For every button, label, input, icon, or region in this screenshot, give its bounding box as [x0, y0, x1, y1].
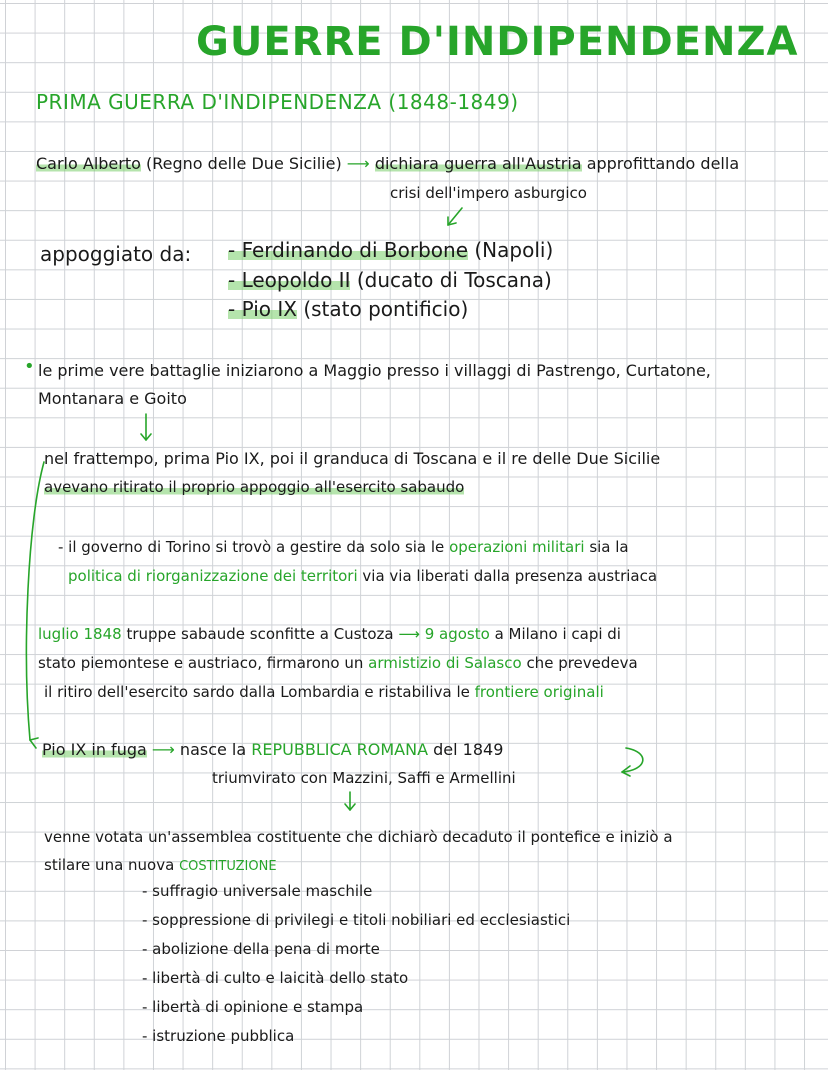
agosto-date: 9 agosto [424, 625, 490, 643]
support-item-name: - Ferdinando di Borbone [228, 238, 469, 262]
bracket-arrow-icon [26, 462, 44, 740]
torino-post: via via liberati dalla presenza austriaca [362, 567, 658, 585]
support-item-detail: (Napoli) [474, 238, 554, 262]
battles-line2: Montanara e Goito [38, 389, 187, 408]
costituzione-item: - suffragio universale maschile [142, 882, 373, 900]
repubblica-romana: REPUBBLICA ROMANA [251, 740, 429, 759]
meanwhile-text: avevano ritirato il proprio appoggio all'esercito sabaudo [44, 478, 465, 496]
costituzione-item: - libertà di culto e laicità dello stato [142, 969, 409, 987]
costituzione: COSTITUZIONE [179, 859, 277, 874]
luglio-line2a: stato piemontese e austriaco, firmarono un [38, 654, 364, 672]
luglio-line2b: che prevedeva [526, 654, 638, 672]
bullet-icon: • [24, 356, 35, 377]
costituzione-item: - soppressione di privilegi e titoli nobiliari ed ecclesiastici [142, 911, 571, 929]
dichiara-guerra: dichiara guerra all'Austria [374, 154, 582, 173]
battles-line1: le prime vere battaglie iniziarono a Maggio presso i villaggi di Pastrengo, Curtatone, [38, 361, 711, 380]
curved-arrow-icon [622, 748, 643, 772]
support-item-name: - Pio IX [228, 297, 297, 321]
crisi-line: crisi dell'impero asburgico [390, 184, 587, 202]
arrow-icon: ⟶ [151, 740, 175, 759]
luglio-text1: truppe sabaude sconfitte a Custoza [126, 625, 394, 643]
luglio-date: luglio 1848 [38, 625, 122, 643]
regno-note: (Regno delle Due Sicilie) [146, 154, 342, 173]
torino-pre: - il governo di Torino si trovò a gestire da solo sia le [58, 538, 445, 556]
support-item-name: - Leopoldo II [228, 268, 351, 292]
arrowhead-icon [30, 738, 38, 748]
page-title: GUERRE D'INDIPENDENZA [196, 19, 799, 65]
luglio-line3-text: il ritiro dell'esercito sardo dalla Lombardia e ristabiliva le [44, 683, 470, 701]
assemblea-line2-text: stilare una nuova [44, 856, 175, 874]
support-item-detail: (ducato di Toscana) [356, 268, 552, 292]
pio-del: del 1849 [433, 740, 504, 759]
arrow-icon: ⟶ [398, 625, 420, 643]
meanwhile-line1: nel frattempo, prima Pio IX, poi il granduca di Toscana e il re delle Due Sicilie [44, 449, 661, 468]
support-label: appoggiato da: [40, 242, 192, 266]
assemblea-line1: venne votata un'assemblea costituente che dichiarò decaduto il pontefice e iniziò a [44, 828, 673, 846]
section-subtitle: PRIMA GUERRA D'INDIPENDENZA (1848-1849) [36, 90, 519, 114]
operazioni-militari: operazioni militari [449, 538, 585, 556]
triumvirato-line: triumvirato con Mazzini, Saffi e Armellini [212, 769, 516, 787]
luglio-text2: a Milano i capi di [494, 625, 621, 643]
torino-sia: sia la [589, 538, 629, 556]
pio-nasce: nasce la [179, 740, 247, 759]
pio-fuga: Pio IX in fuga [42, 740, 147, 759]
support-item-detail: (stato pontificio) [303, 297, 469, 321]
approfittando: approfittando della [586, 154, 740, 173]
arrow-icon: ⟶ [346, 154, 370, 173]
costituzione-item: - abolizione della pena di morte [142, 940, 380, 958]
politica-riorganizzazione: politica di riorganizzazione dei territori [68, 567, 358, 585]
frontiere-originali: frontiere originali [474, 683, 604, 701]
costituzione-item: - libertà di opinione e stampa [142, 998, 364, 1016]
costituzione-item: - istruzione pubblica [142, 1027, 295, 1045]
carlo-alberto: Carlo Alberto [36, 154, 141, 173]
armistizio: armistizio di Salasco [368, 654, 522, 672]
